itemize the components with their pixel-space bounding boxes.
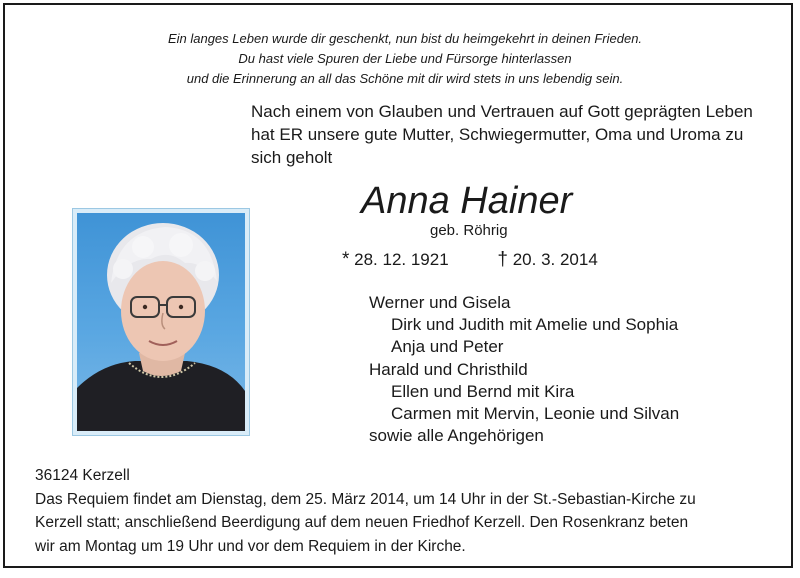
life-dates [342,249,598,271]
family-list [369,292,679,447]
intro-line: Nach einem von Glauben und Vertrauen auf Gott geprägten Leben [251,102,753,121]
deceased-name: Anna Hainer [361,180,573,222]
portrait-frame [72,208,250,436]
service-line: wir am Montag um 19 Uhr und vor dem Requiem in der Kirche. [35,537,466,555]
family-line: Harald und Christhild [369,359,528,379]
birth-date: 28. 12. 1921 [354,250,449,269]
family-line: Anja und Peter [391,337,504,357]
poem-line: Ein langes Leben wurde dir geschenkt, nun bist du heimgekehrt in deinen Frieden. [167,31,643,46]
death-date-group [497,249,597,271]
service-line: Kerzell statt; anschließend Beerdigung auf dem neuen Friedhof Kerzell. Den Rosenkranz beten [35,514,689,531]
family-line: Dirk und Judith mit Amelie und Sophia [391,315,679,335]
service-info [35,464,795,558]
death-date: 20. 3. 2014 [512,250,598,269]
maiden-name: geb. Röhrig [430,222,508,239]
poem [5,29,800,89]
location: 36124 Kerzell [35,467,130,484]
birth-date-group [342,249,449,271]
death-cross-icon: † [497,249,508,270]
birth-star-icon: * [342,249,350,270]
portrait-illustration [77,213,245,431]
intro-text [251,100,791,169]
poem-line: Du hast viele Spuren der Liebe und Fürsorge hinterlassen [238,51,572,66]
family-line: Carmen mit Mervin, Leonie und Silvan [391,404,680,424]
service-line: Das Requiem findet am Dienstag, dem 25. März 2014, um 14 Uhr in der St.-Sebastian-Kirche zu [35,490,696,508]
family-line: Ellen und Bernd mit Kira [391,381,575,401]
poem-line: und die Erinnerung an all das Schöne mit dir wird stets in uns lebendig sein. [186,71,624,86]
intro-line: sich geholt [251,148,333,167]
portrait-photo [77,213,245,431]
obituary-notice [3,3,793,568]
family-line: Werner und Gisela [369,293,511,312]
intro-line: hat ER unsere gute Mutter, Schwiegermutter, Oma und Uroma zu [251,125,744,144]
family-line: sowie alle Angehörigen [369,426,544,446]
